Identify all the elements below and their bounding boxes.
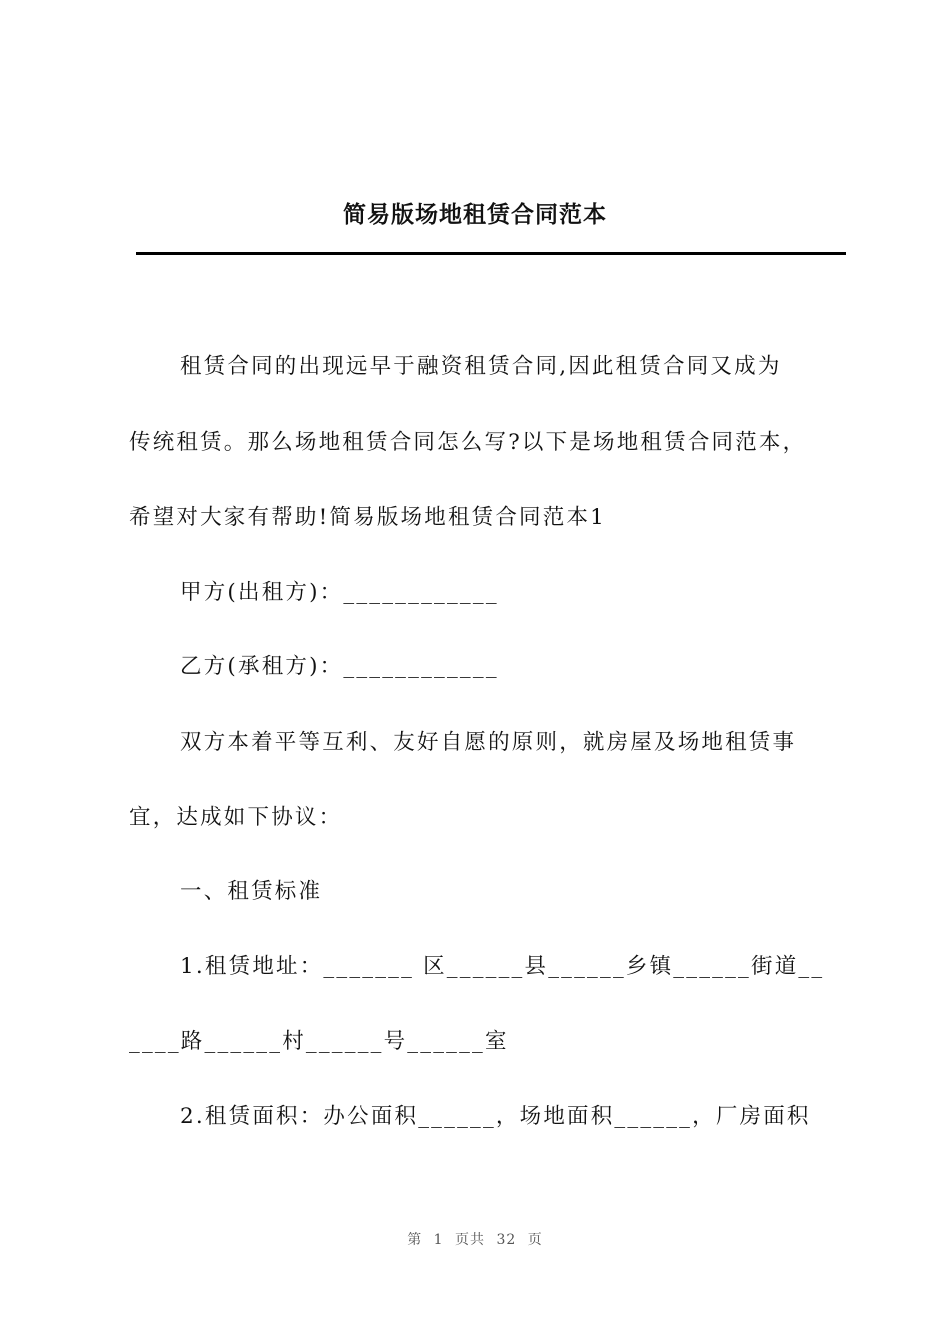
- lessee-field: 乙方(承租方)：____________: [180, 654, 499, 679]
- area-line: 2.租赁面积：办公面积______，场地面积______，厂房面积: [180, 1104, 811, 1129]
- page-number: 第 1 页共 32 页: [407, 1232, 543, 1248]
- body-line: 双方本着平等互利、友好自愿的原则，就房屋及场地租赁事: [180, 730, 797, 755]
- body-line: 宜，达成如下协议：: [129, 805, 343, 830]
- body-line: 租赁合同的出现远早于融资租赁合同,因此租赁合同又成为: [180, 354, 782, 379]
- address-line: 1.租赁地址：_______ 区______县______乡镇______街道__: [180, 954, 825, 979]
- body-line: 传统租赁。那么场地租赁合同怎么写?以下是场地租赁合同范本，: [129, 430, 807, 455]
- lessor-field: 甲方(出租方)：____________: [180, 580, 499, 605]
- document-title: 简易版场地租赁合同范本: [343, 201, 607, 228]
- body-line: 希望对大家有帮助!简易版场地租赁合同范本1: [129, 505, 607, 530]
- section-heading: 一、租赁标准: [180, 879, 323, 904]
- address-line: ____路______村______号______室: [129, 1029, 509, 1054]
- title-underline: [136, 252, 846, 255]
